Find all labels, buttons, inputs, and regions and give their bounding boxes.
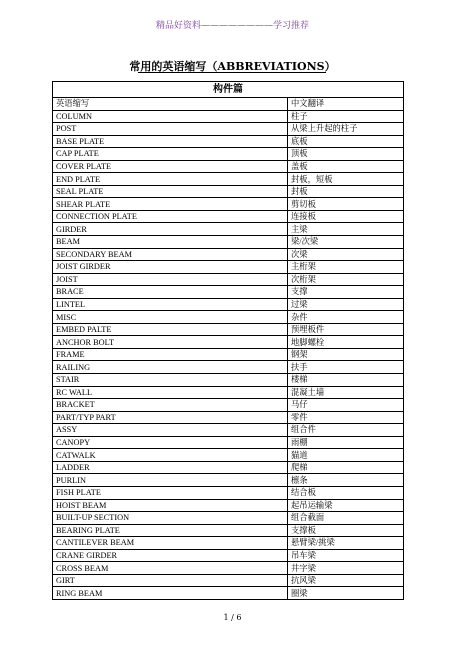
table-row xyxy=(53,311,404,324)
table-row xyxy=(53,499,404,512)
table-row xyxy=(53,110,404,123)
translation-cell: 檩条 xyxy=(288,474,404,487)
abbreviation-cell: CATWALK xyxy=(53,449,288,462)
table-row xyxy=(53,223,404,236)
table-row xyxy=(53,273,404,286)
abbreviation-cell: BRACE xyxy=(53,286,288,299)
abbreviation-cell: END PLATE xyxy=(53,173,288,186)
table-row xyxy=(53,348,404,361)
translation-cell: 组合件 xyxy=(288,424,404,437)
abbreviation-cell: RC WALL xyxy=(53,386,288,399)
abbreviation-cell: CANOPY xyxy=(53,436,288,449)
table-row xyxy=(53,436,404,449)
table-row xyxy=(53,361,404,374)
translation-cell: 猫道 xyxy=(288,449,404,462)
abbreviation-cell: PART/TYP PART xyxy=(53,411,288,424)
translation-cell: 圈梁 xyxy=(288,587,404,600)
translation-cell: 混凝土墙 xyxy=(288,386,404,399)
translation-cell: 连接板 xyxy=(288,210,404,223)
abbreviation-cell: RAILING xyxy=(53,361,288,374)
translation-cell: 柱子 xyxy=(288,110,404,123)
translation-cell: 马仔 xyxy=(288,399,404,412)
table-body xyxy=(53,110,404,599)
table-row xyxy=(53,160,404,173)
translation-cell: 次梁 xyxy=(288,248,404,261)
translation-cell: 支撑 xyxy=(288,286,404,299)
translation-cell: 盖板 xyxy=(288,160,404,173)
translation-cell: 零件 xyxy=(288,411,404,424)
translation-cell: 抗风梁 xyxy=(288,574,404,587)
table-row xyxy=(53,411,404,424)
abbreviation-cell: CROSS BEAM xyxy=(53,562,288,575)
abbreviation-cell: EMBED PALTE xyxy=(53,323,288,336)
translation-cell: 过梁 xyxy=(288,298,404,311)
abbreviation-cell: HOIST BEAM xyxy=(53,499,288,512)
abbreviation-cell: LINTEL xyxy=(53,298,288,311)
title-underline xyxy=(138,72,326,73)
table-row xyxy=(53,549,404,562)
table-row xyxy=(53,374,404,387)
table-row xyxy=(53,198,404,211)
abbreviation-cell: JOIST GIRDER xyxy=(53,261,288,274)
table-row xyxy=(53,486,404,499)
table-row xyxy=(53,298,404,311)
translation-cell: 封板 xyxy=(288,185,404,198)
abbreviation-cell: CONNECTION PLATE xyxy=(53,210,288,223)
table-row xyxy=(53,474,404,487)
translation-cell: 主梁 xyxy=(288,223,404,236)
document-title: 常用的英语缩写（ABBREVIATIONS） xyxy=(129,60,336,73)
page-header: 精品好资料————————学习推荐 xyxy=(155,21,309,31)
translation-cell: 次桁架 xyxy=(288,273,404,286)
section-row xyxy=(53,82,404,98)
translation-cell: 剪切板 xyxy=(288,198,404,211)
translation-cell: 吊车梁 xyxy=(288,549,404,562)
table-row xyxy=(53,524,404,537)
translation-cell: 顶板 xyxy=(288,148,404,161)
translation-cell: 楼梯 xyxy=(288,374,404,387)
column-header-row xyxy=(53,98,404,111)
section-title: 构件篇 xyxy=(53,82,404,98)
translation-cell: 组合截面 xyxy=(288,512,404,525)
translation-cell: 底板 xyxy=(288,135,404,148)
abbreviation-cell: CRANE GIRDER xyxy=(53,549,288,562)
table-row xyxy=(53,248,404,261)
abbreviation-cell: POST xyxy=(53,123,288,136)
translation-cell: 杂件 xyxy=(288,311,404,324)
translation-cell: 从梁上升起的柱子 xyxy=(288,123,404,136)
translation-cell: 封板，短板 xyxy=(288,173,404,186)
table-row xyxy=(53,336,404,349)
table-row xyxy=(53,123,404,136)
table-row xyxy=(53,135,404,148)
translation-cell: 主桁架 xyxy=(288,261,404,274)
table-row xyxy=(53,512,404,525)
table-row xyxy=(53,574,404,587)
translation-cell: 扶手 xyxy=(288,361,404,374)
table-row xyxy=(53,148,404,161)
abbreviation-cell: SHEAR PLATE xyxy=(53,198,288,211)
abbreviation-cell: SEAL PLATE xyxy=(53,185,288,198)
translation-cell: 井字梁 xyxy=(288,562,404,575)
table-row xyxy=(53,424,404,437)
translation-cell: 爬梯 xyxy=(288,461,404,474)
page-number: 1 / 6 xyxy=(223,613,242,622)
table-row xyxy=(53,286,404,299)
abbreviation-cell: BRACKET xyxy=(53,399,288,412)
abbreviation-cell: ASSY xyxy=(53,424,288,437)
translation-cell: 预埋板件 xyxy=(288,323,404,336)
abbreviation-cell: COVER PLATE xyxy=(53,160,288,173)
translation-cell: 起吊运输梁 xyxy=(288,499,404,512)
abbreviation-cell: BASE PLATE xyxy=(53,135,288,148)
abbreviation-cell: BEARING PLATE xyxy=(53,524,288,537)
abbreviation-cell: RING BEAM xyxy=(53,587,288,600)
abbreviation-cell: FRAME xyxy=(53,348,288,361)
table-row xyxy=(53,323,404,336)
translation-cell: 地脚螺栓 xyxy=(288,336,404,349)
abbreviation-cell: JOIST xyxy=(53,273,288,286)
abbreviation-cell: FISH PLATE xyxy=(53,486,288,499)
translation-cell: 梁/次梁 xyxy=(288,236,404,249)
abbreviation-table xyxy=(52,81,404,600)
table-row xyxy=(53,461,404,474)
table-row xyxy=(53,587,404,600)
translation-cell: 钢架 xyxy=(288,348,404,361)
table-row xyxy=(53,173,404,186)
abbreviation-cell: STAIR xyxy=(53,374,288,387)
abbreviation-cell: COLUMN xyxy=(53,110,288,123)
column-header-chinese: 中文翻译 xyxy=(288,98,404,111)
abbreviation-cell: LADDER xyxy=(53,461,288,474)
abbreviation-cell: PURLIN xyxy=(53,474,288,487)
abbreviation-cell: GIRT xyxy=(53,574,288,587)
table-row xyxy=(53,386,404,399)
table-row xyxy=(53,236,404,249)
translation-cell: 支撑板 xyxy=(288,524,404,537)
abbreviation-cell: GIRDER xyxy=(53,223,288,236)
translation-cell: 雨棚 xyxy=(288,436,404,449)
table-row xyxy=(53,399,404,412)
table-row xyxy=(53,185,404,198)
translation-cell: 结合板 xyxy=(288,486,404,499)
translation-cell: 悬臂梁/挑梁 xyxy=(288,537,404,550)
abbreviation-cell: CAP PLATE xyxy=(53,148,288,161)
column-header-english: 英语缩写 xyxy=(53,98,288,111)
table-row xyxy=(53,210,404,223)
abbreviation-cell: SECONDARY BEAM xyxy=(53,248,288,261)
abbreviation-cell: BUILT-UP SECTION xyxy=(53,512,288,525)
table-row xyxy=(53,562,404,575)
abbreviation-cell: BEAM xyxy=(53,236,288,249)
abbreviation-cell: MISC xyxy=(53,311,288,324)
abbreviation-cell: ANCHOR BOLT xyxy=(53,336,288,349)
table-row xyxy=(53,261,404,274)
table-row xyxy=(53,537,404,550)
abbreviation-cell: CANTILEVER BEAM xyxy=(53,537,288,550)
table-row xyxy=(53,449,404,462)
